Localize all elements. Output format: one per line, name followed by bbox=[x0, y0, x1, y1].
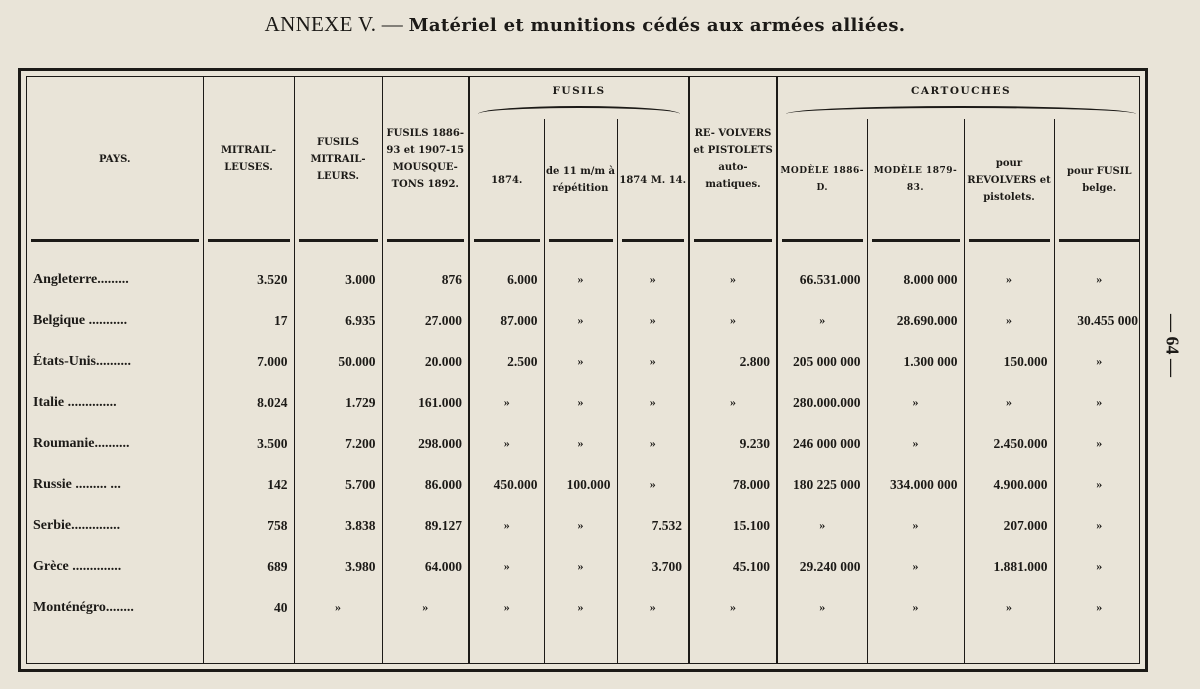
brace bbox=[478, 106, 680, 114]
cell-value: 45.100 bbox=[689, 546, 777, 587]
cell-value: 1.881.000 bbox=[964, 546, 1054, 587]
header-fusils-group: FUSILS bbox=[469, 77, 689, 119]
cell-value: » bbox=[544, 241, 617, 300]
cell-value: » bbox=[964, 382, 1054, 423]
table-row bbox=[27, 505, 1144, 546]
cell-value: 86.000 bbox=[382, 464, 469, 505]
header-cartouches-group: CARTOUCHES bbox=[777, 77, 1144, 119]
cell-value: 20.000 bbox=[382, 341, 469, 382]
cell-pays: États-Unis.......... bbox=[33, 353, 132, 369]
cell-value: » bbox=[777, 300, 867, 341]
cell-value: 334.000 000 bbox=[867, 464, 964, 505]
cell-value: » bbox=[867, 423, 964, 464]
cell-value: 1.300 000 bbox=[867, 341, 964, 382]
cell-value: 2.800 bbox=[689, 341, 777, 382]
cell-value: » bbox=[1054, 505, 1144, 546]
cell-value: 280.000.000 bbox=[777, 382, 867, 423]
materiel-table bbox=[27, 77, 1144, 663]
cell-value: 5.700 bbox=[294, 464, 382, 505]
cell-value: 66.531.000 bbox=[777, 241, 867, 300]
cell-value: 689 bbox=[203, 546, 294, 587]
cell-value: » bbox=[544, 505, 617, 546]
table-row bbox=[27, 382, 1144, 423]
cell-value: 161.000 bbox=[382, 382, 469, 423]
cell-value: » bbox=[1054, 241, 1144, 300]
cell-value: 180 225 000 bbox=[777, 464, 867, 505]
cell-pays: Belgique ........... bbox=[33, 312, 128, 328]
cell-value: 7.000 bbox=[203, 341, 294, 382]
cell-value: » bbox=[1054, 341, 1144, 382]
cell-value: 3.500 bbox=[203, 423, 294, 464]
cell-value: 3.000 bbox=[294, 241, 382, 300]
cell-value: » bbox=[1054, 423, 1144, 464]
cell-value: 100.000 bbox=[544, 464, 617, 505]
cell-pays: Serbie.............. bbox=[33, 517, 121, 533]
cell-value: 1.729 bbox=[294, 382, 382, 423]
cell-value: 40 bbox=[203, 587, 294, 628]
table-row bbox=[27, 464, 1144, 505]
cell-value: » bbox=[689, 241, 777, 300]
cell-value: » bbox=[1054, 464, 1144, 505]
table-row bbox=[27, 241, 1144, 300]
cell-value: » bbox=[617, 423, 689, 464]
cell-value: » bbox=[544, 300, 617, 341]
cell-value: » bbox=[964, 241, 1054, 300]
cell-value: 205 000 000 bbox=[777, 341, 867, 382]
cell-value: » bbox=[777, 587, 867, 628]
brace bbox=[786, 106, 1136, 114]
header-fusils-mitrailleurs: FUSILS MITRAIL- LEURS. bbox=[294, 77, 382, 241]
cell-value: 7.532 bbox=[617, 505, 689, 546]
header-pays: PAYS. bbox=[27, 77, 203, 241]
cell-value: » bbox=[867, 505, 964, 546]
cell-value: » bbox=[544, 382, 617, 423]
cell-value: 142 bbox=[203, 464, 294, 505]
cell-value: 3.980 bbox=[294, 546, 382, 587]
cell-value: » bbox=[544, 546, 617, 587]
table-row bbox=[27, 341, 1144, 382]
cell-value: 64.000 bbox=[382, 546, 469, 587]
cell-value: 29.240 000 bbox=[777, 546, 867, 587]
cell-value: » bbox=[294, 587, 382, 628]
cell-pays: Roumanie.......... bbox=[33, 435, 130, 451]
cell-pays: Grèce .............. bbox=[33, 558, 122, 574]
cell-value: 876 bbox=[382, 241, 469, 300]
cell-value: 207.000 bbox=[964, 505, 1054, 546]
cell-value: » bbox=[617, 241, 689, 300]
cell-value: 2.450.000 bbox=[964, 423, 1054, 464]
cell-value: » bbox=[689, 300, 777, 341]
cell-value: » bbox=[689, 587, 777, 628]
cell-value: » bbox=[964, 300, 1054, 341]
header-fusils-1874: 1874. bbox=[469, 119, 544, 241]
cell-value: 6.000 bbox=[469, 241, 544, 300]
cell-value: 9.230 bbox=[689, 423, 777, 464]
cell-value: » bbox=[544, 341, 617, 382]
cell-value: » bbox=[867, 546, 964, 587]
cell-value: 450.000 bbox=[469, 464, 544, 505]
cell-value: » bbox=[469, 423, 544, 464]
title-prefix: ANNEXE V. — bbox=[264, 12, 404, 36]
cell-value: 3.838 bbox=[294, 505, 382, 546]
cell-value: 246 000 000 bbox=[777, 423, 867, 464]
cell-value: » bbox=[867, 587, 964, 628]
cell-value: 27.000 bbox=[382, 300, 469, 341]
cell-value: » bbox=[544, 423, 617, 464]
cell-value: 298.000 bbox=[382, 423, 469, 464]
page-number: — 64 — bbox=[1162, 314, 1183, 377]
cell-value: 8.000 000 bbox=[867, 241, 964, 300]
cell-value: 50.000 bbox=[294, 341, 382, 382]
cell-value: » bbox=[617, 300, 689, 341]
cell-value: » bbox=[617, 587, 689, 628]
cell-value: 3.520 bbox=[203, 241, 294, 300]
page-title bbox=[0, 12, 1170, 37]
cell-value: 150.000 bbox=[964, 341, 1054, 382]
cell-pays: Monténégro........ bbox=[33, 599, 134, 615]
header-cart-fusil-belge: pour FUSIL belge. bbox=[1054, 119, 1144, 241]
cell-pays: Italie .............. bbox=[33, 394, 117, 410]
cell-value: » bbox=[469, 382, 544, 423]
cell-value: » bbox=[964, 587, 1054, 628]
cell-value: 87.000 bbox=[469, 300, 544, 341]
cell-value: » bbox=[777, 505, 867, 546]
title-text: Matériel et munitions cédés aux armées alliées. bbox=[408, 15, 906, 36]
cell-value: » bbox=[617, 464, 689, 505]
cell-value: » bbox=[867, 382, 964, 423]
table-row bbox=[27, 300, 1144, 341]
header-cart-revolvers: pour REVOLVERS et pistolets. bbox=[964, 119, 1054, 241]
table-row bbox=[27, 546, 1144, 587]
cell-value: » bbox=[689, 382, 777, 423]
cell-value: 758 bbox=[203, 505, 294, 546]
cell-value: » bbox=[617, 382, 689, 423]
cell-value: » bbox=[469, 505, 544, 546]
cell-value: 17 bbox=[203, 300, 294, 341]
cell-value: 3.700 bbox=[617, 546, 689, 587]
cell-value: 30.455 000 bbox=[1054, 300, 1144, 341]
cell-value: » bbox=[1054, 587, 1144, 628]
cell-value: 8.024 bbox=[203, 382, 294, 423]
cell-value: 4.900.000 bbox=[964, 464, 1054, 505]
cell-value: 15.100 bbox=[689, 505, 777, 546]
header-fusils-1886: FUSILS 1886-93 et 1907-15 MOUSQUE- TONS 1892. bbox=[382, 77, 469, 241]
cell-value: 6.935 bbox=[294, 300, 382, 341]
cell-value: 7.200 bbox=[294, 423, 382, 464]
cell-value: 2.500 bbox=[469, 341, 544, 382]
header-cart-1879: MODÈLE 1879-83. bbox=[867, 119, 964, 241]
header-revolvers: RE- VOLVERS et PISTOLETS auto- matiques. bbox=[689, 77, 777, 241]
header-fusils-11mm: de 11 m/m à répétition bbox=[544, 119, 617, 241]
header-mitrailleuses: MITRAIL- LEUSES. bbox=[203, 77, 294, 241]
cell-value: » bbox=[617, 341, 689, 382]
header-fusils-1874-m14: 1874 M. 14. bbox=[617, 119, 689, 241]
table-inner-frame bbox=[26, 76, 1140, 664]
header-cart-1886d: MODÈLE 1886-D. bbox=[777, 119, 867, 241]
cell-value: 89.127 bbox=[382, 505, 469, 546]
table-frame bbox=[18, 68, 1148, 672]
cell-value: 28.690.000 bbox=[867, 300, 964, 341]
cell-value: » bbox=[1054, 382, 1144, 423]
cell-pays: Russie ......... ... bbox=[33, 476, 121, 492]
table-filler-row bbox=[27, 628, 1144, 663]
cell-value: » bbox=[1054, 546, 1144, 587]
cell-value: » bbox=[382, 587, 469, 628]
cell-value: » bbox=[469, 546, 544, 587]
cell-pays: Angleterre......... bbox=[33, 271, 129, 287]
cell-value: » bbox=[544, 587, 617, 628]
cell-value: » bbox=[469, 587, 544, 628]
table-row bbox=[27, 423, 1144, 464]
table-row bbox=[27, 587, 1144, 628]
cell-value: 78.000 bbox=[689, 464, 777, 505]
